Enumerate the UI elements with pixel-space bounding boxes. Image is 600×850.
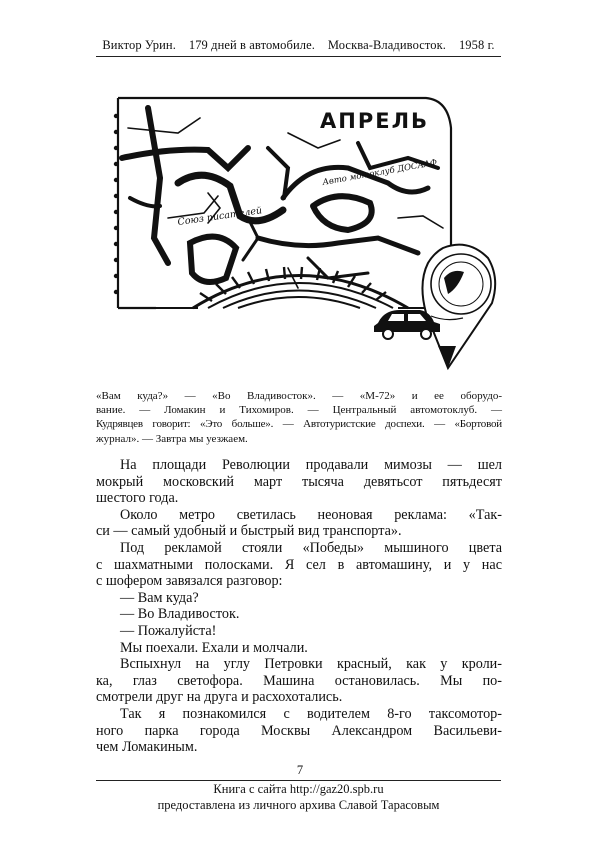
dialogue-line: — Пожалуйста!	[120, 622, 217, 639]
text-line: Около метро светилась неоновая реклама: «Так-	[120, 506, 502, 523]
text-line: Мы поехали. Ехали и молчали.	[120, 639, 308, 656]
text-line: чем Ломакиным.	[96, 739, 198, 756]
chapter-synopsis	[96, 389, 502, 446]
text-line: с шофером завязался разговор:	[96, 573, 283, 590]
street-network	[122, 108, 443, 288]
map-label-automotoclub: Авто мотоклуб ДОСААФ	[321, 157, 438, 188]
chapter-body-text	[96, 457, 502, 756]
footer-source-line: Книга с сайта http://gaz20.spb.ru	[213, 782, 384, 796]
text-line: ного парка города Москвы Александром Васильеви-	[96, 722, 502, 739]
text-line: Так я познакомился с водителем 8-го таксомотор-	[120, 705, 502, 722]
synopsis-line: вание. — Ломакин и Тихомиров. — Центральный автомотоклуб. —	[96, 404, 502, 417]
text-line: шестого года.	[96, 490, 179, 507]
header-book-title: 179 дней в автомобиле.	[188, 38, 315, 52]
header-route: Москва-Владивосток.	[327, 38, 447, 52]
header-rule	[96, 56, 501, 57]
running-header	[96, 38, 501, 53]
text-line: ка, глаз светофора. Машина остановилась. Мы по-	[96, 672, 502, 689]
synopsis-line: журнал». — Завтра мы уезжаем.	[96, 432, 248, 445]
header-year: 1958 г.	[458, 38, 495, 52]
page-number: 7	[296, 763, 304, 777]
chapter-illustration-map	[108, 88, 504, 378]
text-line: Вспыхнул на углу Петровки красный, как у кроли-	[120, 656, 502, 673]
month-label: АПРЕЛЬ	[320, 109, 430, 133]
map-label-writers-union: Союз писателей	[176, 205, 263, 228]
club-emblem	[422, 245, 495, 368]
dialogue-line: — Во Владивосток.	[120, 606, 240, 623]
synopsis-line: «Вам куда?» — «Во Владивосток». — «М-72» и ее оборудо-	[96, 390, 502, 402]
text-line: си — самый удобный и быстрый вид транспорта».	[96, 523, 402, 540]
footer-credit	[96, 781, 501, 813]
dialogue-line: — Вам куда?	[120, 589, 199, 606]
synopsis-line: Кудрявцев говорит: «Это больше». — Автотуристские доспехи. — «Бортовой	[96, 418, 502, 431]
footer-credit-line: предоставлена из личного архива Славой Тарасовым	[157, 798, 440, 812]
header-author: Виктор Урин.	[102, 38, 176, 52]
text-line: Под рекламой стояли «Победы» мышиного цвета	[120, 539, 502, 556]
text-line: смотрели друг на друга и расхохотались.	[96, 689, 343, 706]
text-line: с шахматными полосками. Я сел в автомашину, и у нас	[96, 556, 502, 573]
text-line: На площади Революции продавали мимозы — шел	[120, 457, 502, 473]
arc-buildings	[118, 267, 438, 308]
text-line: мокрый московский март тысяча девятьсот пятьдесят	[96, 473, 502, 490]
